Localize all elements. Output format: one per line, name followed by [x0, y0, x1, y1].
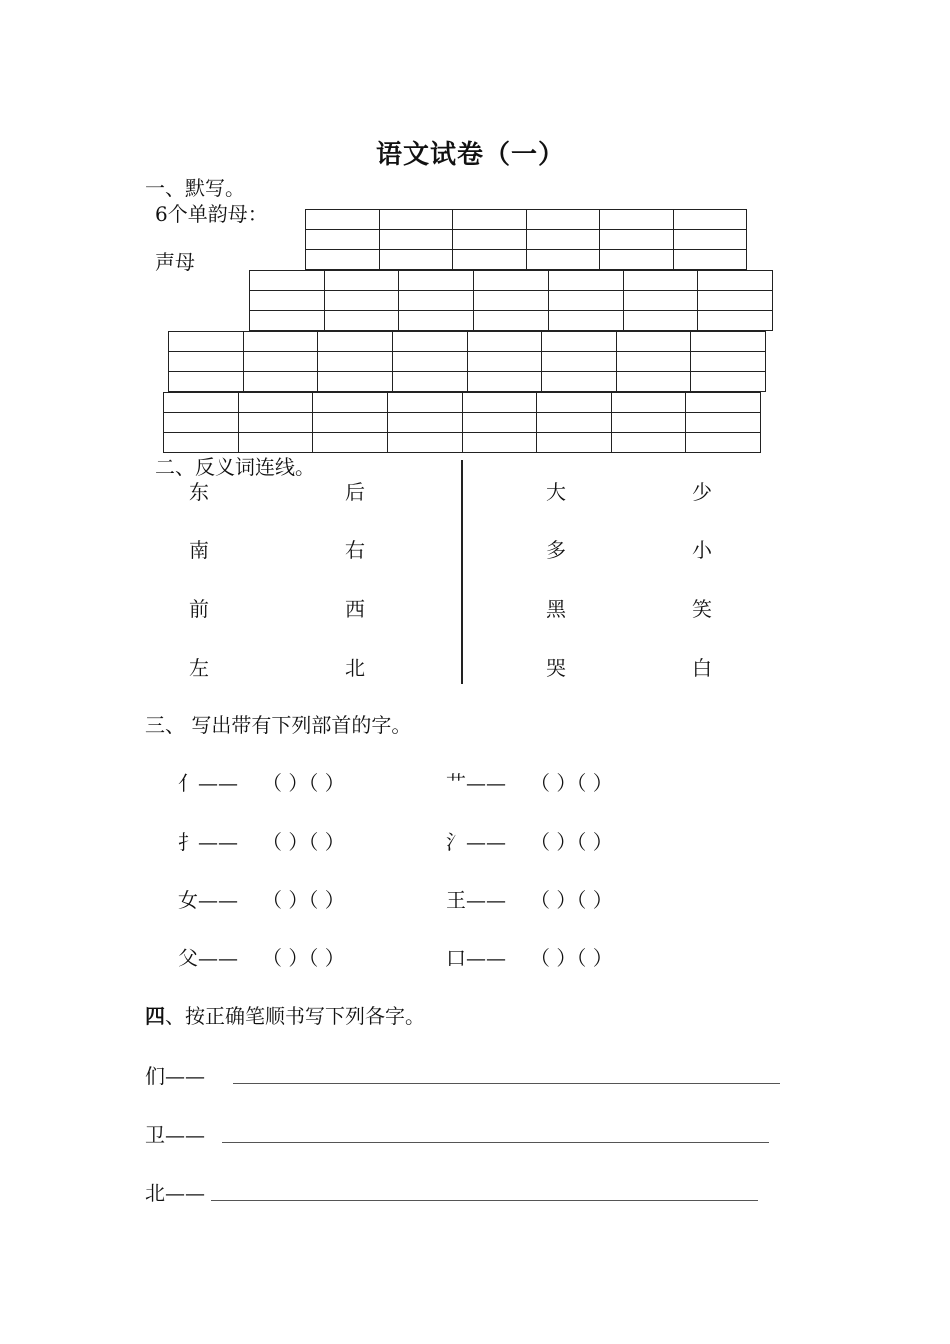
antonym-word[interactable]: 白: [692, 656, 712, 680]
vowels-writing-grid[interactable]: [305, 209, 747, 270]
radical-label: 王——: [446, 888, 506, 912]
radical-label: 父——: [178, 946, 238, 970]
writing-line[interactable]: [233, 1083, 780, 1084]
antonym-word[interactable]: 南: [189, 538, 209, 562]
antonym-word[interactable]: 少: [692, 480, 712, 504]
antonym-word[interactable]: 左: [189, 656, 209, 680]
antonym-word[interactable]: 北: [345, 656, 365, 680]
antonym-word[interactable]: 小: [692, 538, 712, 562]
radical-answer-blanks[interactable]: （ ）（ ）: [530, 830, 613, 854]
antonym-word[interactable]: 东: [189, 480, 209, 504]
antonym-word[interactable]: 右: [345, 538, 365, 562]
stroke-order-char: 们——: [145, 1064, 205, 1088]
column-divider: [461, 460, 463, 684]
initials-writing-grid-3[interactable]: [163, 392, 761, 453]
section4-heading-text: 、按正确笔顺书写下列各字。: [165, 1004, 425, 1028]
radical-label: 女——: [178, 888, 238, 912]
antonym-word[interactable]: 笑: [692, 597, 712, 621]
stroke-order-char: 卫——: [145, 1123, 205, 1147]
stroke-order-char: 北——: [145, 1181, 205, 1205]
initials-writing-grid-2[interactable]: [168, 331, 766, 392]
radical-answer-blanks[interactable]: （ ）（ ）: [262, 946, 345, 970]
radical-answer-blanks[interactable]: （ ）（ ）: [530, 771, 613, 795]
radical-answer-blanks[interactable]: （ ）（ ）: [530, 888, 613, 912]
antonym-word[interactable]: 哭: [546, 656, 566, 680]
radical-answer-blanks[interactable]: （ ）（ ）: [262, 771, 345, 795]
radical-label: 艹——: [446, 771, 506, 795]
section2-heading: 二、反义词连线。: [155, 455, 315, 479]
writing-line[interactable]: [222, 1142, 769, 1143]
writing-line[interactable]: [211, 1200, 758, 1201]
section3-heading: 三、 写出带有下列部首的字。: [145, 713, 412, 737]
section1-heading: 一、默写。: [145, 176, 245, 200]
antonym-word[interactable]: 黑: [546, 597, 566, 621]
initials-writing-grid-1[interactable]: [249, 270, 773, 331]
radical-answer-blanks[interactable]: （ ）（ ）: [262, 830, 345, 854]
radical-answer-blanks[interactable]: （ ）（ ）: [262, 888, 345, 912]
radical-answer-blanks[interactable]: （ ）（ ）: [530, 946, 613, 970]
vowels-label: 6个单韵母：: [155, 202, 268, 226]
radical-label: 亻——: [178, 771, 238, 795]
radical-label: 氵——: [446, 830, 506, 854]
antonym-word[interactable]: 西: [345, 597, 365, 621]
antonym-word[interactable]: 大: [546, 480, 566, 504]
section4-number: 四: [145, 1004, 165, 1028]
initials-label: 声母: [155, 250, 195, 274]
antonym-word[interactable]: 后: [345, 480, 365, 504]
radical-label: 口——: [446, 946, 506, 970]
section4-heading: [145, 1004, 425, 1028]
page-title: 语文试卷（一）: [376, 140, 566, 170]
antonym-word[interactable]: 前: [189, 597, 209, 621]
radical-label: 扌——: [178, 830, 238, 854]
antonym-word[interactable]: 多: [546, 538, 566, 562]
